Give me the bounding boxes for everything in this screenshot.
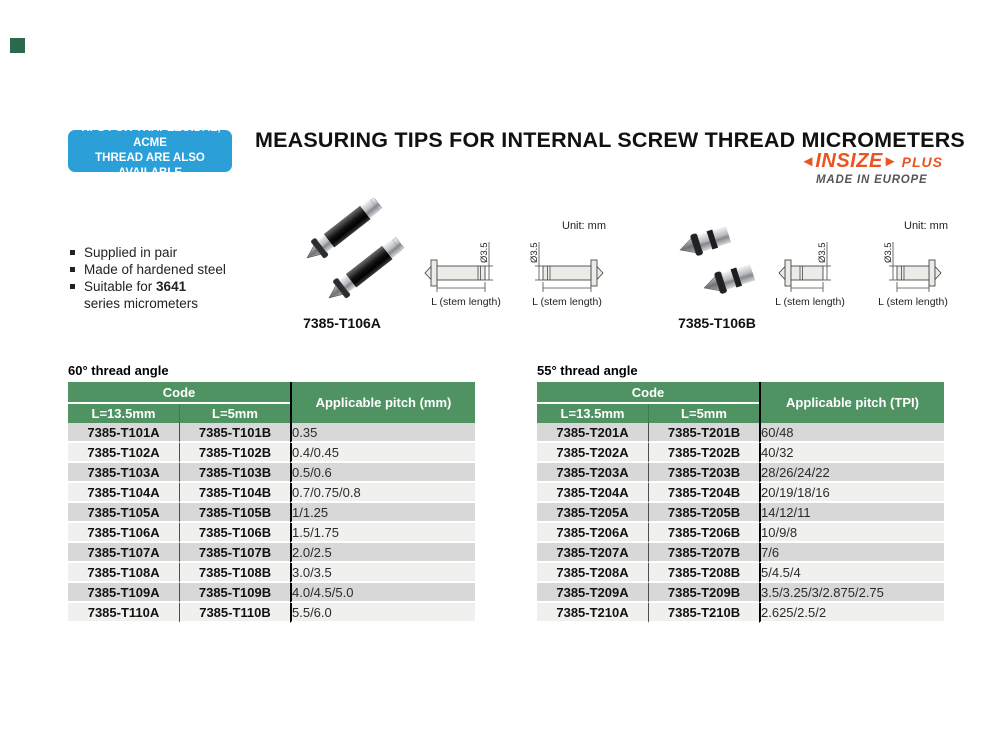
stem-length-label: L (stem length) [878, 296, 948, 308]
unit-label: Unit: mm [562, 220, 606, 232]
feature-text: Supplied in pair [84, 245, 178, 260]
table-row [537, 423, 944, 443]
pitch-cell: 0.35 [290, 423, 475, 443]
code-a-cell: 7385-T110A [68, 603, 180, 623]
feature-text: Made of hardened steel [84, 262, 226, 277]
tip-diagram-long-cone-right [518, 234, 606, 312]
diameter-label: Ø3.5 [529, 242, 540, 263]
pitch-cell: 3.0/3.5 [290, 563, 475, 583]
table-row [68, 583, 475, 603]
brand-wordmark [800, 151, 943, 171]
code-b-cell: 7385-T204B [649, 483, 759, 503]
stem-length-label: L (stem length) [775, 296, 845, 308]
diameter-label: Ø3.5 [479, 242, 490, 263]
pitch-cell: 4.0/4.5/5.0 [290, 583, 475, 603]
product-code-a: 7385-T106A [303, 315, 381, 331]
code-b-cell: 7385-T102B [180, 443, 290, 463]
product-code-b: 7385-T106B [678, 315, 756, 331]
code-a-cell: 7385-T104A [68, 483, 180, 503]
pitch-cell: 7/6 [759, 543, 944, 563]
code-a-cell: 7385-T205A [537, 503, 649, 523]
code-b-cell: 7385-T101B [180, 423, 290, 443]
code-a-cell: 7385-T102A [68, 443, 180, 463]
subheader-l135: L=13.5mm [537, 404, 649, 423]
spec-table [537, 382, 944, 623]
table-row [537, 463, 944, 483]
info-badge [68, 122, 232, 179]
feature-item [68, 261, 226, 278]
code-a-cell: 7385-T209A [537, 583, 649, 603]
code-b-cell: 7385-T207B [649, 543, 759, 563]
pitch-cell: 28/26/24/22 [759, 463, 944, 483]
tip-diagram-long-cone-left [422, 234, 510, 312]
code-a-cell: 7385-T208A [537, 563, 649, 583]
brand-name: INSIZE [815, 150, 883, 172]
code-a-cell: 7385-T203A [537, 463, 649, 483]
code-b-cell: 7385-T104B [180, 483, 290, 503]
pitch-cell: 5/4.5/4 [759, 563, 944, 583]
table-row [68, 483, 475, 503]
code-a-cell: 7385-T107A [68, 543, 180, 563]
measuring-tip [701, 262, 756, 299]
pitch-cell: 0.7/0.75/0.8 [290, 483, 475, 503]
code-b-cell: 7385-T105B [180, 503, 290, 523]
spec-table [68, 382, 475, 623]
table-row [68, 463, 475, 483]
pitch-cell: 5.5/6.0 [290, 603, 475, 623]
code-a-cell: 7385-T103A [68, 463, 180, 483]
table-row [68, 523, 475, 543]
table-row [537, 503, 944, 523]
corner-tab [10, 38, 25, 53]
product-photo-a [283, 198, 405, 310]
pitch-cell: 1.5/1.75 [290, 523, 475, 543]
table-row [68, 503, 475, 523]
stem-length-label: L (stem length) [431, 296, 501, 308]
pitch-cell: 3.5/3.25/3/2.875/2.75 [759, 583, 944, 603]
brand-arrow-right-icon: ► [882, 153, 898, 170]
code-b-cell: 7385-T106B [180, 523, 290, 543]
code-b-cell: 7385-T107B [180, 543, 290, 563]
code-b-cell: 7385-T201B [649, 423, 759, 443]
code-a-cell: 7385-T201A [537, 423, 649, 443]
code-header: Code [68, 382, 290, 404]
subheader-l5: L=5mm [649, 404, 759, 423]
tip-diagram-short-cone-right [862, 234, 950, 312]
table-row [537, 443, 944, 463]
diameter-label: Ø3.5 [883, 242, 894, 263]
subheader-l135: L=13.5mm [68, 404, 180, 423]
pitch-cell: 0.5/0.6 [290, 463, 475, 483]
pitch-cell: 10/9/8 [759, 523, 944, 543]
table-row [68, 563, 475, 583]
code-a-cell: 7385-T204A [537, 483, 649, 503]
diagram-group-a [422, 214, 608, 314]
brand-arrow-left-icon: ◄ [800, 153, 816, 170]
code-b-cell: 7385-T209B [649, 583, 759, 603]
feature-item [68, 278, 226, 312]
feature-series-number: 3641 [156, 279, 187, 294]
table-row [68, 543, 475, 563]
code-b-cell: 7385-T208B [649, 563, 759, 583]
code-a-cell: 7385-T202A [537, 443, 649, 463]
table-55-degree [537, 363, 944, 623]
tip-diagram-short-cone-left [770, 234, 858, 312]
table-row [68, 443, 475, 463]
table-row [68, 603, 475, 623]
code-b-cell: 7385-T202B [649, 443, 759, 463]
unit-label: Unit: mm [904, 220, 948, 232]
table-row [537, 583, 944, 603]
feature-list [68, 244, 226, 312]
code-b-cell: 7385-T109B [180, 583, 290, 603]
subheader-l5: L=5mm [180, 404, 290, 423]
code-b-cell: 7385-T103B [180, 463, 290, 483]
code-a-cell: 7385-T109A [68, 583, 180, 603]
code-b-cell: 7385-T206B [649, 523, 759, 543]
badge-line1: TIPS FOR TRAPEZOIDAL, ACME [79, 122, 221, 149]
diagram-group-b [770, 214, 950, 314]
brand-logo [800, 151, 943, 187]
table-60-degree [68, 363, 475, 623]
table-row [537, 563, 944, 583]
code-a-cell: 7385-T108A [68, 563, 180, 583]
code-b-cell: 7385-T210B [649, 603, 759, 623]
badge-line2: THREAD ARE ALSO AVAILABLE [95, 152, 205, 179]
pitch-cell: 0.4/0.45 [290, 443, 475, 463]
brand-plus: PLUS [901, 154, 943, 170]
pitch-header: Applicable pitch (mm) [290, 382, 475, 423]
table-row [537, 603, 944, 623]
pitch-header: Applicable pitch (TPI) [759, 382, 944, 423]
code-b-cell: 7385-T108B [180, 563, 290, 583]
pitch-cell: 20/19/18/16 [759, 483, 944, 503]
table-row [68, 423, 475, 443]
code-a-cell: 7385-T207A [537, 543, 649, 563]
pitch-cell: 14/12/11 [759, 503, 944, 523]
code-b-cell: 7385-T203B [649, 463, 759, 483]
table-row [537, 483, 944, 503]
diameter-label: Ø3.5 [817, 242, 828, 263]
pitch-cell: 60/48 [759, 423, 944, 443]
pitch-cell: 40/32 [759, 443, 944, 463]
feature-text: Suitable for [84, 279, 157, 294]
brand-tagline: MADE IN EUROPE [815, 174, 928, 186]
pitch-cell: 2.625/2.5/2 [759, 603, 944, 623]
stem-length-label: L (stem length) [532, 296, 602, 308]
table-row [537, 543, 944, 563]
code-a-cell: 7385-T105A [68, 503, 180, 523]
code-header: Code [537, 382, 759, 404]
code-a-cell: 7385-T101A [68, 423, 180, 443]
code-a-cell: 7385-T210A [537, 603, 649, 623]
pitch-cell: 1/1.25 [290, 503, 475, 523]
code-a-cell: 7385-T206A [537, 523, 649, 543]
table-title: 55° thread angle [537, 363, 638, 378]
feature-item [68, 244, 226, 261]
feature-text: series micrometers [84, 296, 199, 311]
measuring-tip [677, 224, 732, 261]
table-title: 60° thread angle [68, 363, 169, 378]
code-b-cell: 7385-T110B [180, 603, 290, 623]
page-title: MEASURING TIPS FOR INTERNAL SCREW THREAD MICROMETERS [255, 128, 965, 152]
code-b-cell: 7385-T205B [649, 503, 759, 523]
table-row [537, 523, 944, 543]
code-a-cell: 7385-T106A [68, 523, 180, 543]
pitch-cell: 2.0/2.5 [290, 543, 475, 563]
product-photo-b [658, 208, 773, 308]
